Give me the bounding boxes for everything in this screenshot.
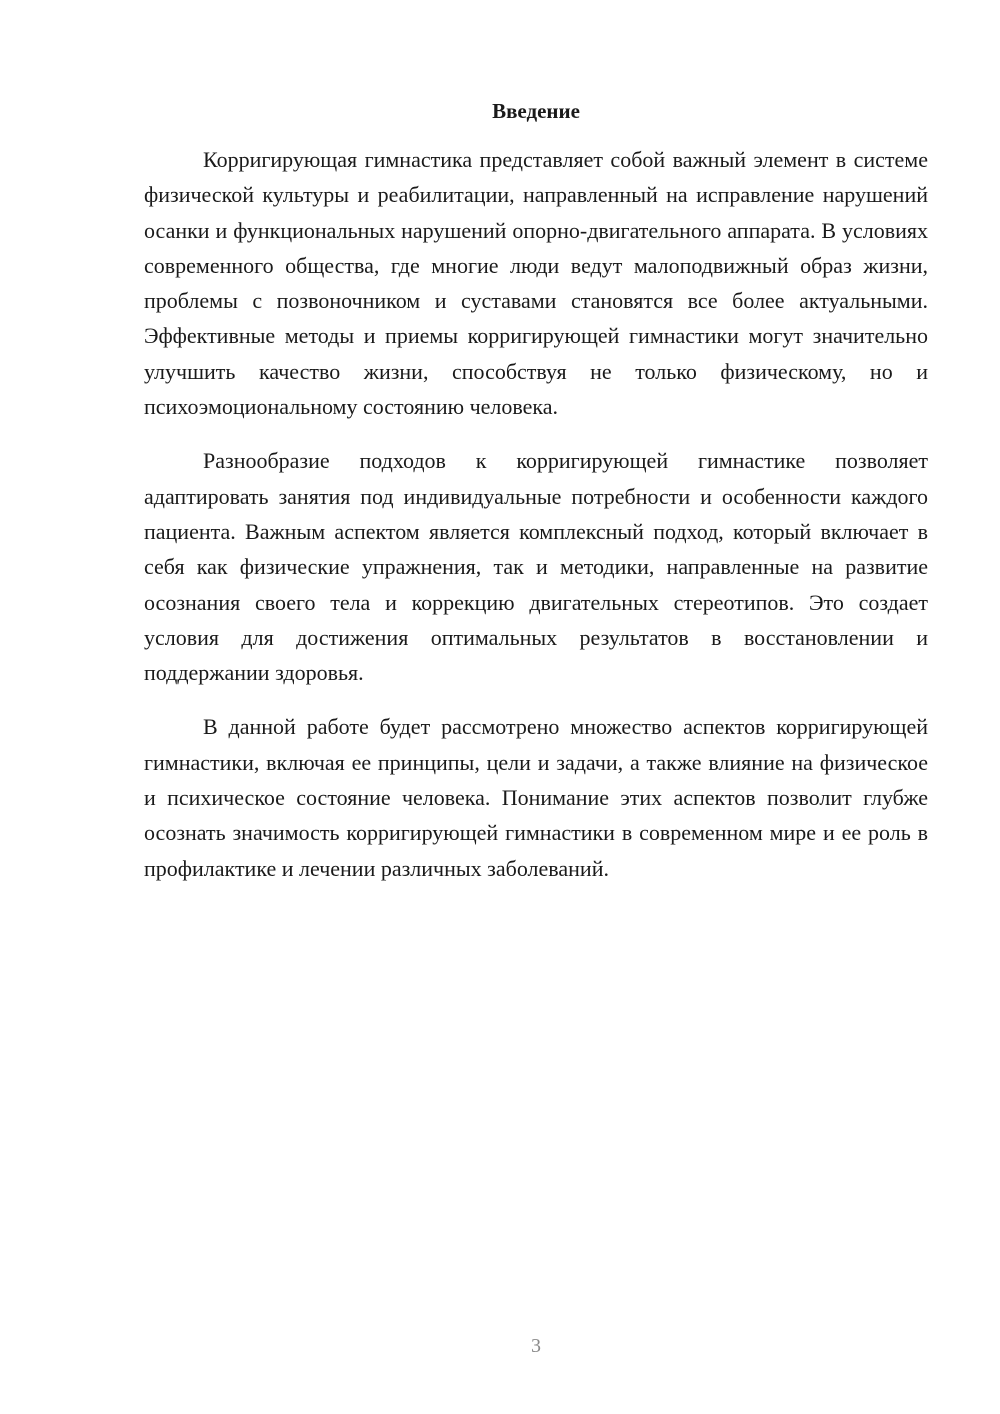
paragraph-2: Разнообразие подходов к корригирующей гимнастике позволяет адаптировать занятия под индивидуальные потребности и особенности каждого пациента. Важным аспектом является комплексный подход, который включает в себя как физические упражнения, так и методики, направленные на развитие осознания своего тела и коррекцию двигательных стереотипов. Это создает условия для достижения оптимальных результатов в восстановлении и поддержании здоровья. [144, 448, 928, 686]
section-heading: Введение [492, 99, 580, 123]
body-text [144, 142, 928, 905]
page-number: 3 [531, 1335, 541, 1357]
paragraph-3: В данной работе будет рассмотрено множество аспектов корригирующей гимнастики, включая ее принципы, цели и задачи, а также влияние на физическое и психическое состояние человека. Понимание этих аспектов позволит глубже осознать значимость корригирующей гимнастики в современном мире и ее роль в профилактике и лечении различных заболеваний. [144, 714, 928, 881]
paragraph-1: Корригирующая гимнастика представляет собой важный элемент в системе физической культуры и реабилитации, направленный на исправление нарушений осанки и функциональных нарушений опорно-двигательного аппарата. В условиях современного общества, где многие люди ведут малоподвижный образ жизни, проблемы с позвоночником и суставами становятся все более актуальными. Эффективные методы и приемы корригирующей гимнастики могут значительно улучшить качество жизни, способствуя не только физическому, но и психоэмоциональному состоянию человека. [144, 147, 928, 420]
